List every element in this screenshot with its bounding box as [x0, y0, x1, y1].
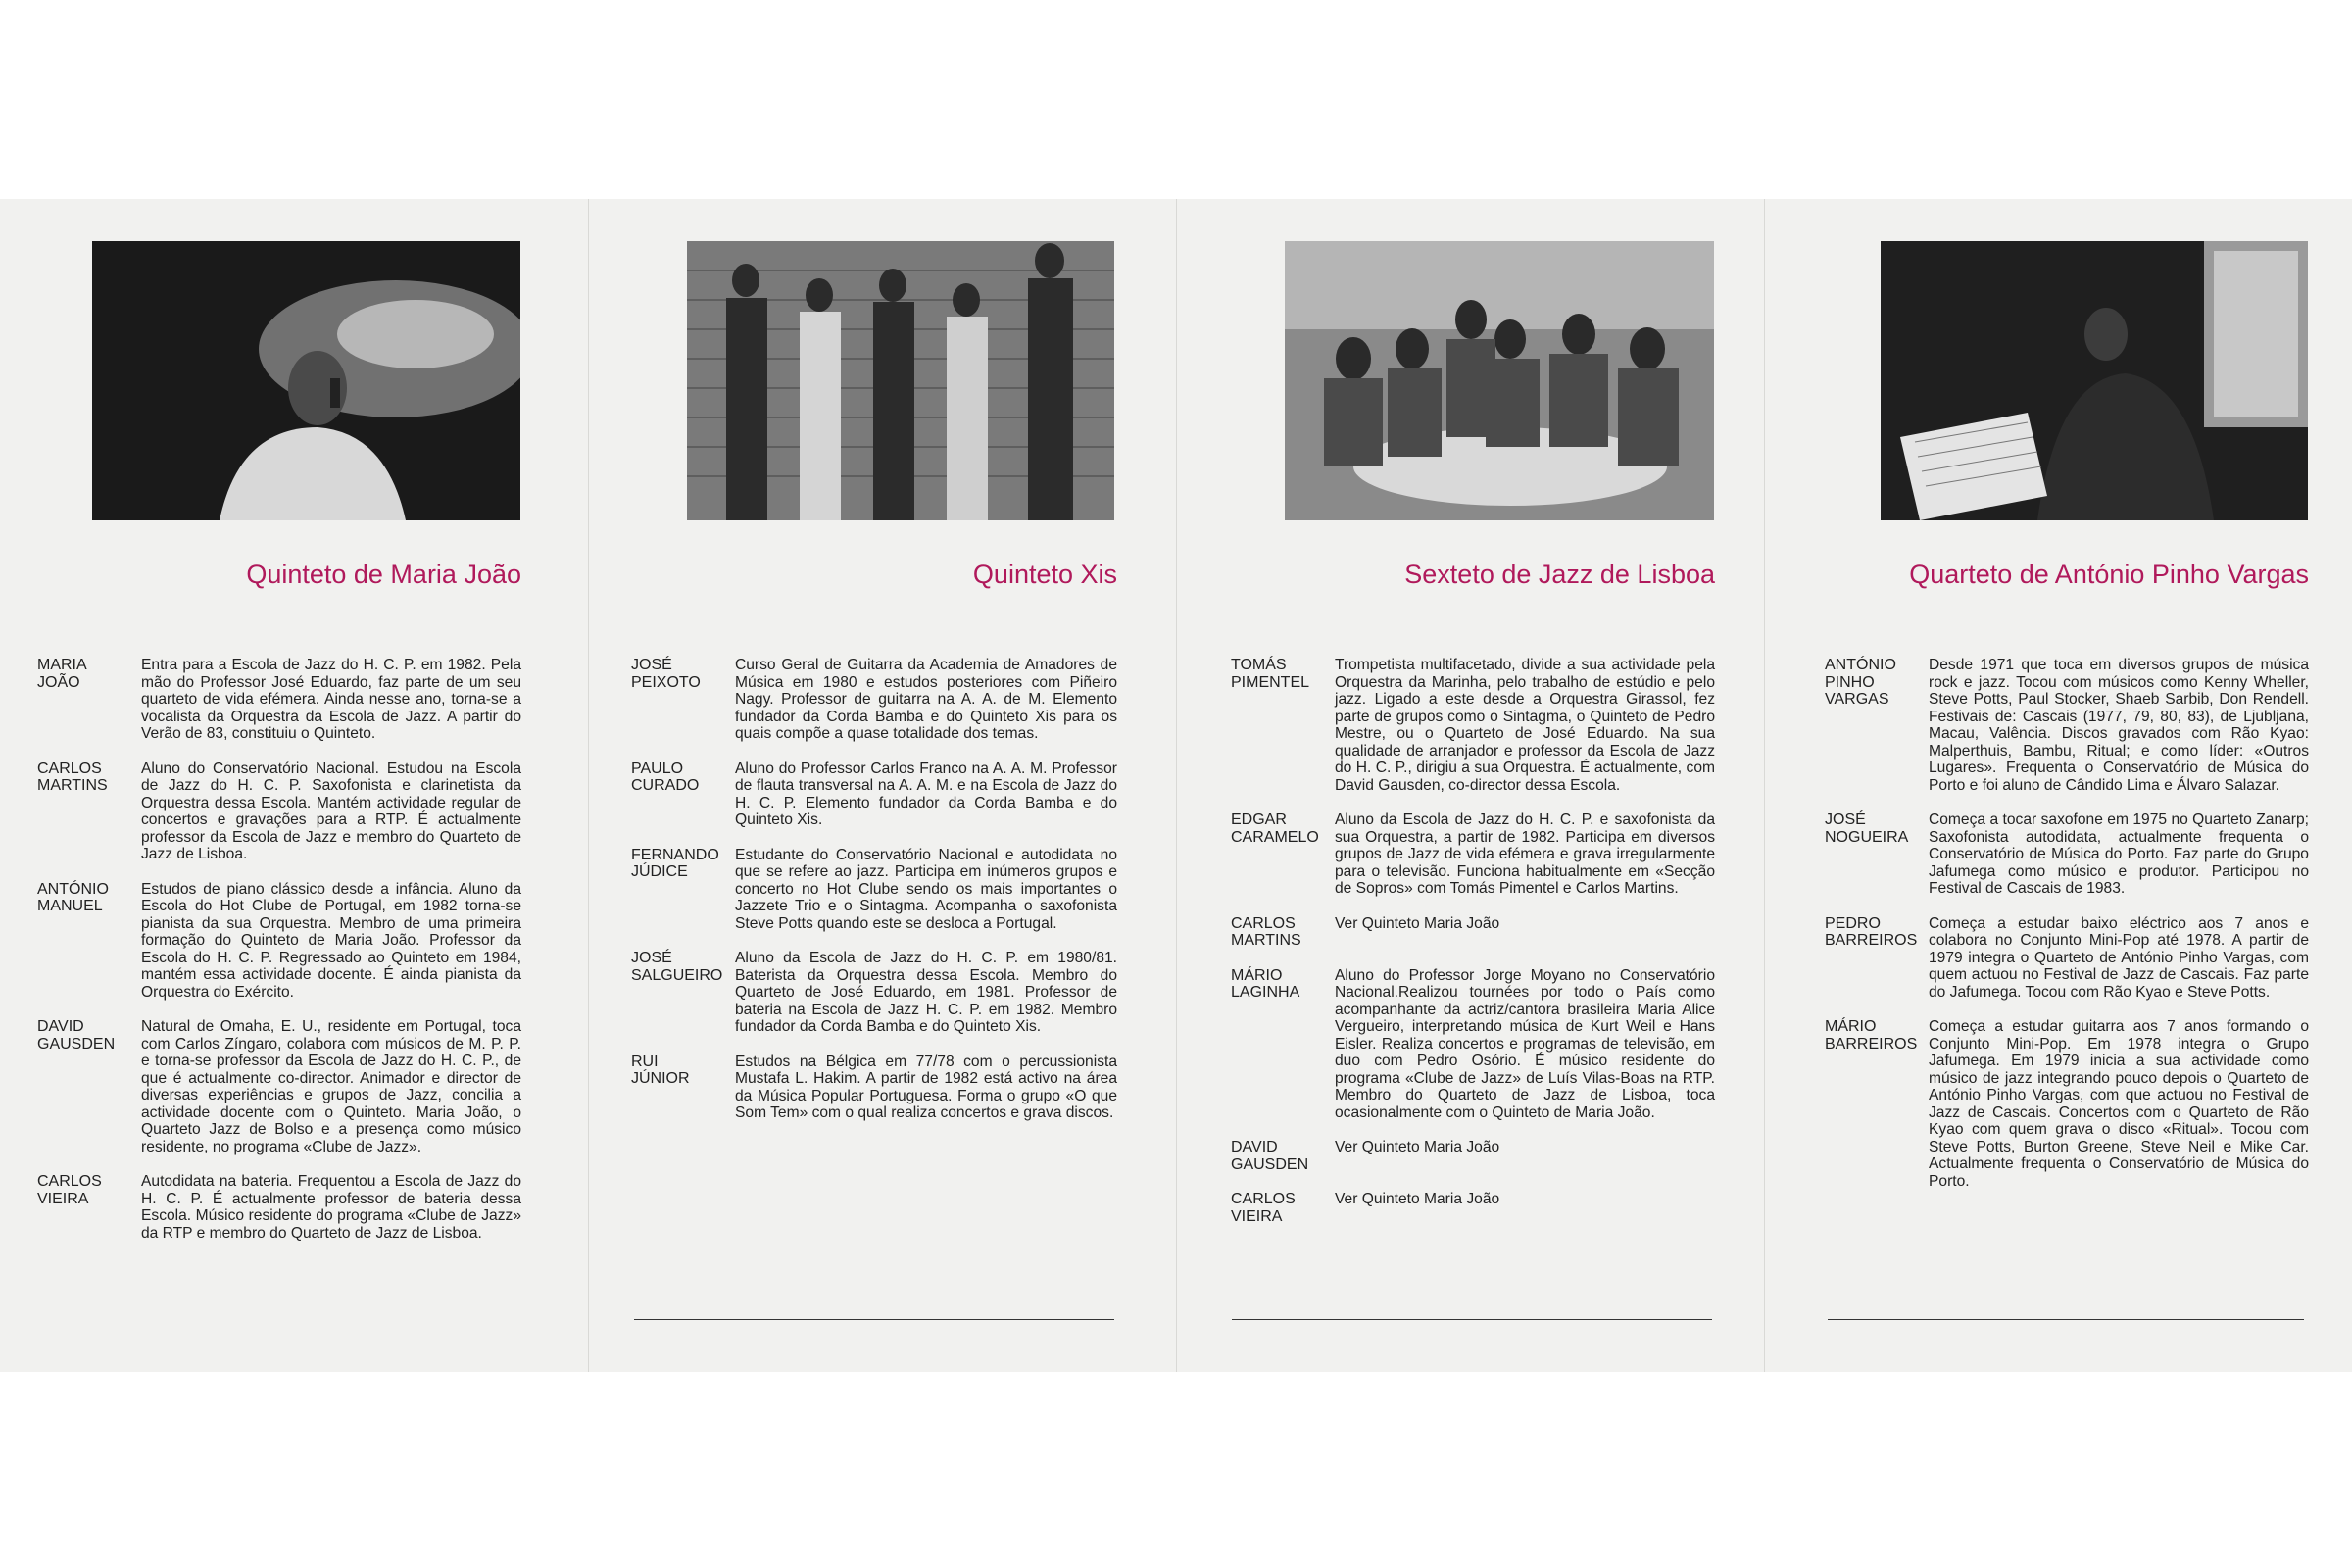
singer-photo [92, 241, 520, 520]
member-bio: Trompetista multifacetado, divide a sua actividade pela Orquestra da Marinha, pelo trabalho de estúdio e pelo jazz. Ligado a este desde a Orquestra Girassol, fez parte de grupos como o Sintagma, o Quinteto de Pedro Mestre, ou o Quarteto de José Eduardo. Na sua qualidade de arranjador e professor da Escola de Jazz do H. C. P., dirigiu a sua Orquestra. É actualmente, com David Gausden, co-director dessa Escola. [1335, 657, 1715, 794]
member-entry [1231, 915, 1715, 950]
member-name: CARLOS VIEIRA [1231, 1191, 1296, 1225]
closing-rule [634, 1319, 1114, 1320]
member-bio: Estudos de piano clássico desde a infância. Aluno da Escola do Hot Clube de Portugal, em 1982 torna-se pianista da sua Orquestra. Membro de uma primeira formação do Quinteto de Maria João. Professor da Escola do H. C. P. Regressado ao Quinteto em 1984, mantém essa actividade docente. É ainda pianista da Orquestra do Exército. [141, 880, 521, 1001]
member-bio: Desde 1971 que toca em diversos grupos de música rock e jazz. Tocou com músicos como Kenny Wheller, Steve Potts, Paul Stocker, Shaeb Sarbib, Don Rendell. Festivais de: Cascais (1977, 79, 80, 83), de Ljubljana, Macau, Valência. Discos gravados com Rão Kyao: Malperthuis, Bambu, Ritual; e como líder: «Outros Lugares». Frequenta o Conservatório de Música do Porto e foi aluno de Cândido Lima e Álvaro Salazar. [1929, 657, 2309, 794]
member-name: JOSÉ NOGUEIRA [1825, 811, 1909, 846]
member-bio: Ver Quinteto Maria João [1335, 914, 1500, 932]
member-name: EDGAR CARAMELO [1231, 811, 1319, 846]
panel-sexteto-jazz-lisboa [1231, 199, 1715, 1372]
member-name: MÁRIO BARREIROS [1825, 1018, 1918, 1053]
member-name: PAULO CURADO [631, 760, 700, 794]
member-entry [1231, 1191, 1715, 1225]
member-entry [37, 1018, 521, 1155]
member-list [37, 657, 521, 1259]
member-bio: Natural de Omaha, E. U., residente em Portugal, toca com Carlos Zíngaro, colabora com músicos de M. P. P. e torna-se professor da Escola de Jazz do H. C. P., de que é actualmente co-director. Animador e director de diversas experiências e grupos de Jazz, concilia a actividade docente com o Quinteto. Maria João, o Quarteto Jazz de Bolso e a presença como músico residente, no programa «Clube de Jazz». [141, 1018, 521, 1155]
panel-quinteto-xis [631, 199, 1117, 1372]
member-entry [1825, 1018, 2309, 1190]
member-entry [1825, 811, 2309, 898]
member-bio: Autodidata na bateria. Frequentou a Escola de Jazz do H. C. P. É actualmente professor de bateria dessa Escola. Músico residente do programa «Clube de Jazz» da RTP e membro do Quarteto de Jazz de Lisboa. [141, 1173, 521, 1242]
member-bio: Estudante do Conservatório Nacional e autodidata no que se refere ao jazz. Participa em inúmeros grupos e concerto no Hot Clube sendo os mais importantes o Jazzete Trio e o Sintagma. Acompanha o saxofonista Steve Potts quando este se desloca a Portugal. [735, 846, 1117, 932]
member-name: MARIA JOÃO [37, 657, 87, 691]
panel-title: Quarteto de António Pinho Vargas [1909, 560, 2309, 589]
closing-rule [1232, 1319, 1712, 1320]
member-name: RUI JÚNIOR [631, 1053, 690, 1087]
member-bio: Começa a estudar baixo eléctrico aos 7 anos e colabora no Conjunto Mini-Pop até 1978. A partir de 1979 integra o Quarteto de António Pinho Vargas, com quem actuou no Festival de Jazz de Cascais. Faz parte do Jafumega. Tocou com Rão Kyao e Steve Potts. [1929, 914, 2309, 1001]
member-entry [631, 1054, 1117, 1122]
member-entry [631, 950, 1117, 1036]
member-entry [1825, 657, 2309, 794]
panel-title: Sexteto de Jazz de Lisboa [1404, 560, 1715, 589]
member-bio: Ver Quinteto Maria João [1335, 1191, 1500, 1207]
member-name: FERNANDO JÚDICE [631, 846, 719, 880]
member-list [1231, 657, 1715, 1243]
member-entry [37, 1173, 521, 1242]
member-entry [1231, 657, 1715, 794]
panel-title: Quinteto de Maria João [246, 560, 521, 589]
panel-quarteto-pinho-vargas [1825, 199, 2309, 1372]
panel-title: Quinteto Xis [972, 560, 1117, 589]
member-bio: Aluno do Professor Carlos Franco na A. A. M. Professor de flauta transversal na A. A. M. e na Escola de Jazz do H. C. P. Elemento fundador da Corda Bamba e do Quinteto Xis. [735, 760, 1117, 828]
member-bio: Ver Quinteto Maria João [1335, 1139, 1500, 1155]
member-entry [1825, 915, 2309, 1002]
member-bio: Aluno do Professor Jorge Moyano no Conservatório Nacional.Realizou tournées por todo o País como acompanhante da actriz/cantora brasileira Maria Alice Vergueiro, interpretando música de Kurt Weil e Hans Eisler. Realiza concertos e programas de televisão, em duo com Pedro Osório. É músico residente do programa «Clube de Jazz» de Luís Vilas-Boas na RTP. Membro do Quarteto de Jazz de Lisboa, toca ocasionalmente com o Quinteto de Maria João. [1335, 966, 1715, 1121]
member-entry [37, 760, 521, 863]
member-name: PEDRO BARREIROS [1825, 914, 1918, 949]
member-name: CARLOS VIEIRA [37, 1173, 102, 1207]
fold-line [588, 199, 589, 1372]
band-photo [687, 241, 1114, 520]
member-bio: Curso Geral de Guitarra da Academia de Amadores de Música em 1980 e estudos posteriores com Piñeiro Nagy. Professor de guitarra na A. A. de M. Elemento fundador da Corda Bamba e do Quinteto Xis para os quais compõe a quase totalidade dos temas. [735, 657, 1117, 742]
member-name: TOMÁS PIMENTEL [1231, 657, 1310, 691]
fold-line [1176, 199, 1177, 1372]
pianist-photo [1881, 241, 2308, 520]
member-name: DAVID GAUSDEN [37, 1018, 116, 1053]
member-entry [631, 847, 1117, 933]
member-name: CARLOS MARTINS [1231, 914, 1301, 949]
member-bio: Estudos na Bélgica em 77/78 com o percussionista Mustafa L. Hakim. A partir de 1982 está activo na área da Música Popular Portuguesa. Forma o grupo «O que Som Tem» com o qual realiza concertos e grava discos. [735, 1053, 1117, 1121]
member-entry [1231, 1139, 1715, 1173]
member-name: MÁRIO LAGINHA [1231, 966, 1300, 1001]
member-name: CARLOS MARTINS [37, 760, 108, 794]
member-bio: Aluno da Escola de Jazz do H. C. P. e saxofonista da sua Orquestra, a partir de 1982. Participa em diversos grupos de Jazz de vida efémera e grava irregularmente para o televisão. Funciona habitualmente em «Secção de Sopros» com Tomás Pimentel e Carlos Martins. [1335, 811, 1715, 897]
member-entry [631, 657, 1117, 743]
member-bio: Aluno da Escola de Jazz do H. C. P. em 1980/81. Baterista da Orquestra dessa Escola. Membro do Quarteto de José Eduardo, em 1981. Professor de bateria na Escola de Jazz H. C. P. em 1982. Membro fundador da Corda Bamba e do Quinteto Xis. [735, 950, 1117, 1035]
member-bio: Começa a tocar saxofone em 1975 no Quarteto Zanarp; Saxofonista autodidata, actualmente frequenta o Conservatório de Música do Porto. Faz parte do Grupo Jafumega como músico e produtor. Participou no Festival de Cascais de 1983. [1929, 811, 2309, 897]
sextet-photo [1285, 241, 1714, 520]
member-name: JOSÉ SALGUEIRO [631, 950, 723, 984]
member-name: ANTÓNIO PINHO VARGAS [1825, 657, 1896, 708]
member-entry [37, 657, 521, 743]
panel-quinteto-maria-joao [37, 199, 521, 1372]
member-entry [1231, 811, 1715, 898]
member-bio: Entra para a Escola de Jazz do H. C. P. em 1982. Pela mão do Professor José Eduardo, faz parte de um seu quarteto de vida efémera. Ainda nesse ano, torna-se a vocalista da Orquestra da Escola de Jazz. A partir do Verão de 83, constituiu o Quinteto. [141, 657, 521, 742]
member-name: ANTÓNIO MANUEL [37, 880, 109, 914]
member-entry [631, 760, 1117, 829]
fold-line [1764, 199, 1765, 1372]
member-list [1825, 657, 2309, 1207]
member-name: DAVID GAUSDEN [1231, 1139, 1309, 1173]
member-name: JOSÉ PEIXOTO [631, 657, 701, 691]
member-list [631, 657, 1117, 1140]
member-bio: Aluno do Conservatório Nacional. Estudou na Escola de Jazz do H. C. P. Saxofonista e clarinetista da Orquestra dessa Escola. Mantém actividade regular de concertos e gravações para a RTP. É actualmente professor da Escola de Jazz e membro do Quarteto de Jazz de Lisboa. [141, 760, 521, 862]
member-bio: Começa a estudar guitarra aos 7 anos formando o Conjunto Mini-Pop. Em 1978 integra o Grupo Jafumega. Em 1979 inicia a sua actividade como músico de jazz integrando pouco depois o Quarteto de António Pinho Vargas, com que actuou no Festival de Jazz de Cascais. Concertos com o Quarteto de Rão Kyao com quem grava o disco «Ritual». Tocou com Steve Potts, Burton Greene, Steve Neil e Mike Car. Actualmente frequenta o Conservatório de Música do Porto. [1929, 1018, 2309, 1190]
closing-rule [1828, 1319, 2304, 1320]
member-entry [37, 881, 521, 1002]
member-entry [1231, 967, 1715, 1122]
